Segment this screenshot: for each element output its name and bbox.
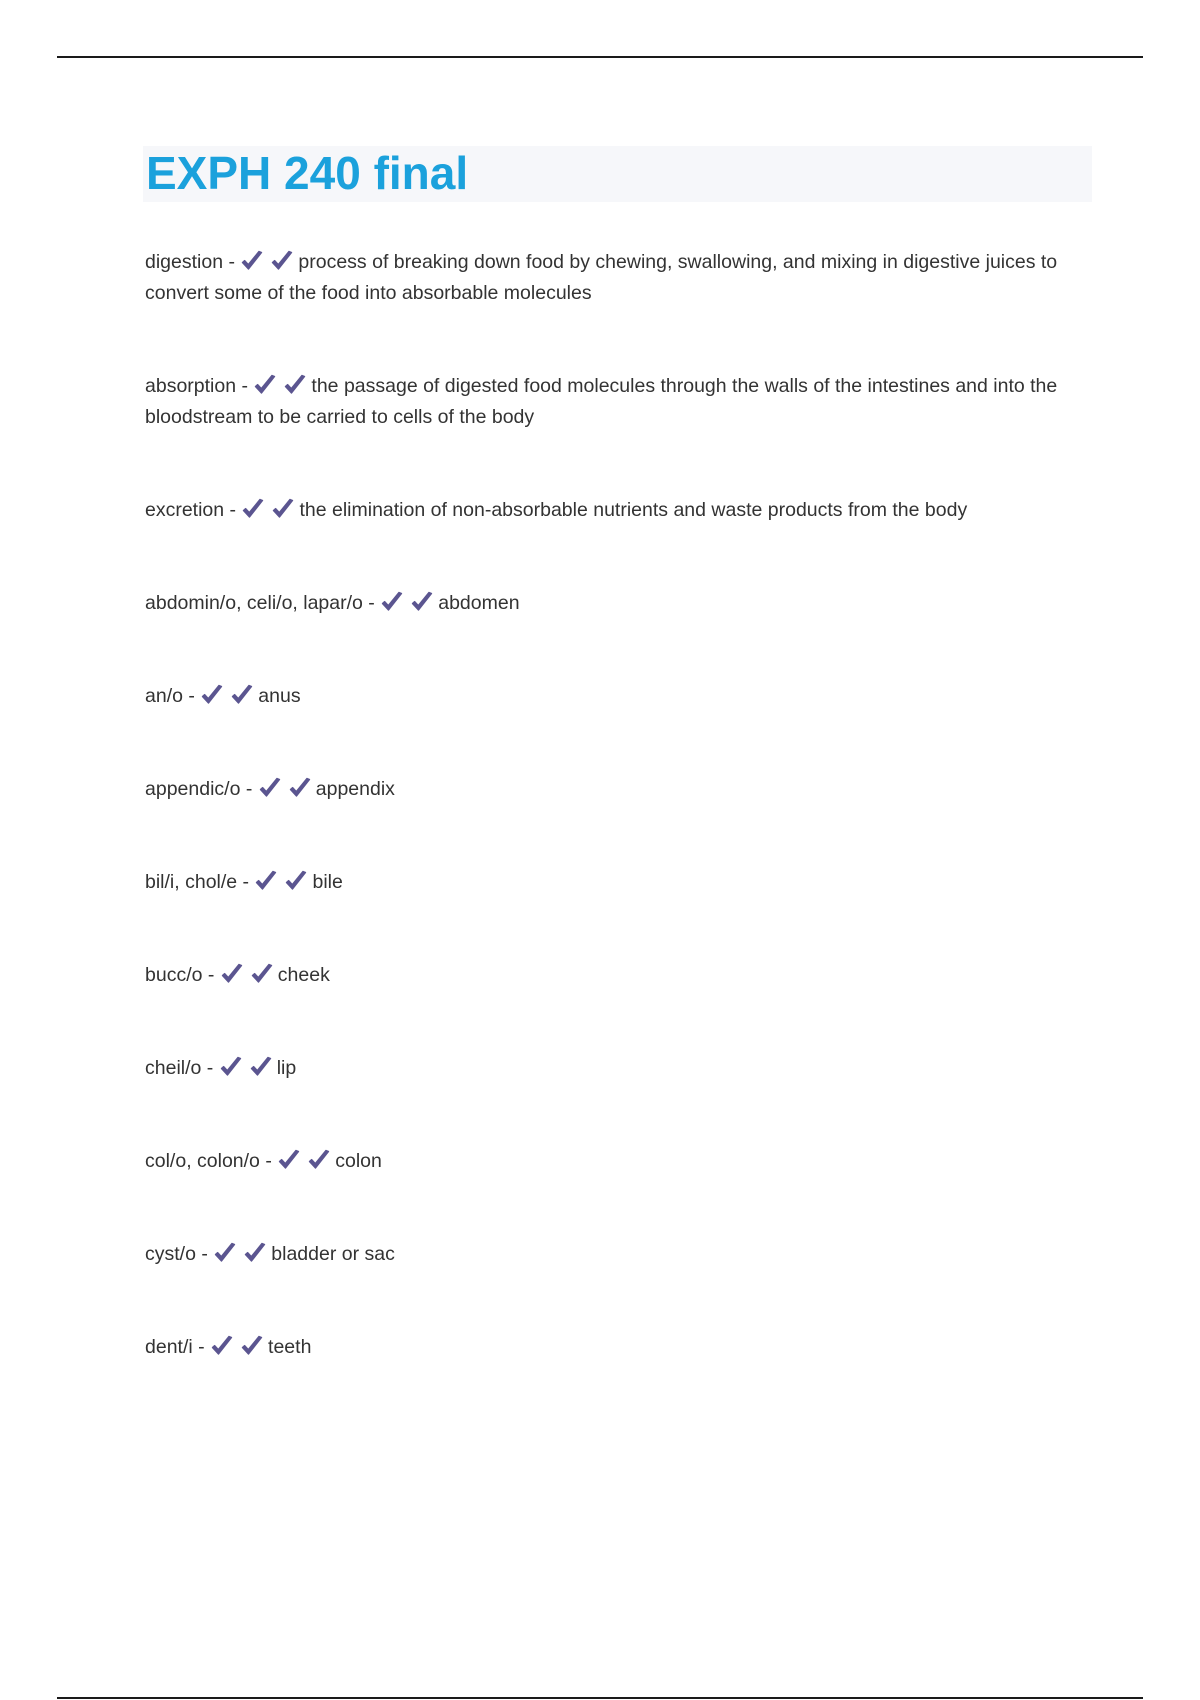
term-separator: - bbox=[240, 778, 258, 800]
checkmark-icon bbox=[220, 963, 244, 985]
checkmark-icon bbox=[210, 1335, 234, 1357]
checkmark-icon bbox=[254, 870, 278, 892]
flashcard-entry bbox=[145, 867, 1095, 898]
checkmark-icon bbox=[284, 870, 308, 892]
flashcard-entry bbox=[145, 588, 1095, 619]
entry-term: digestion bbox=[145, 251, 224, 273]
checkmark-icon bbox=[200, 684, 224, 706]
flashcard-entry bbox=[145, 774, 1095, 805]
checkmark-icon bbox=[230, 684, 254, 706]
flashcard-entry bbox=[145, 1332, 1095, 1363]
checkmark-icon bbox=[270, 250, 294, 272]
entry-term: bucc/o bbox=[145, 964, 203, 986]
flashcard-entry bbox=[145, 1053, 1095, 1084]
entry-term: appendic/o bbox=[145, 778, 241, 800]
checkmark-icon bbox=[288, 777, 312, 799]
term-separator: - bbox=[259, 1150, 278, 1172]
flashcard-entry bbox=[145, 1146, 1095, 1177]
entry-term: col/o, colon/o bbox=[145, 1150, 260, 1172]
entry-definition: the passage of digested food molecules through the walls of the intestines and into the bloodstream to be carried to cells of the body bbox=[145, 375, 1058, 428]
entry-definition: appendix bbox=[315, 778, 395, 800]
term-separator: - bbox=[201, 1057, 219, 1079]
checkmark-icon bbox=[219, 1056, 243, 1078]
checkmark-icon bbox=[243, 1242, 267, 1264]
entry-term: abdomin/o, celi/o, lapar/o bbox=[145, 592, 363, 614]
checkmark-icon bbox=[410, 591, 434, 613]
flashcard-entry bbox=[145, 371, 1095, 432]
term-separator: - bbox=[182, 685, 201, 707]
entry-definition: anus bbox=[258, 685, 301, 707]
term-separator: - bbox=[224, 499, 242, 521]
checkmark-icon bbox=[249, 1056, 273, 1078]
term-separator: - bbox=[202, 964, 220, 986]
checkmark-icon bbox=[240, 1335, 264, 1357]
flashcard-entry bbox=[145, 681, 1095, 712]
term-separator: - bbox=[362, 592, 381, 614]
flashcard-entry bbox=[145, 247, 1095, 308]
top-rule bbox=[57, 56, 1143, 58]
entry-term: excretion bbox=[145, 499, 225, 521]
entry-term: absorption bbox=[145, 375, 237, 397]
bottom-rule bbox=[57, 1697, 1143, 1699]
checkmark-icon bbox=[253, 374, 277, 396]
entry-term: bil/i, chol/e bbox=[145, 871, 238, 893]
term-separator: - bbox=[192, 1336, 211, 1358]
entry-term: cyst/o bbox=[145, 1243, 196, 1265]
checkmark-icon bbox=[277, 1149, 301, 1171]
checkmark-icon bbox=[283, 374, 307, 396]
entry-definition: bile bbox=[312, 871, 343, 893]
checkmark-icon bbox=[240, 250, 264, 272]
term-separator: - bbox=[236, 375, 254, 397]
term-separator: - bbox=[237, 871, 255, 893]
entry-term: an/o bbox=[145, 685, 183, 707]
entry-definition: lip bbox=[276, 1057, 297, 1079]
flashcard-entry bbox=[145, 495, 1095, 526]
entry-definition: process of breaking down food by chewing, swallowing, and mixing in digestive juices to convert some of the food into absorbable molecules bbox=[145, 251, 1058, 304]
checkmark-icon bbox=[213, 1242, 237, 1264]
checkmark-icon bbox=[380, 591, 404, 613]
document-title: EXPH 240 final bbox=[146, 147, 469, 199]
checkmark-icon bbox=[271, 498, 295, 520]
entry-definition: abdomen bbox=[438, 592, 520, 614]
checkmark-icon bbox=[258, 777, 282, 799]
entry-term: cheil/o bbox=[145, 1057, 202, 1079]
checkmark-icon bbox=[307, 1149, 331, 1171]
entry-definition: colon bbox=[335, 1150, 382, 1172]
entry-definition: cheek bbox=[277, 964, 330, 986]
checkmark-icon bbox=[241, 498, 265, 520]
entry-definition: teeth bbox=[268, 1336, 312, 1358]
flashcard-entry bbox=[145, 1239, 1095, 1270]
flashcard-entry bbox=[145, 960, 1095, 991]
term-separator: - bbox=[195, 1243, 214, 1265]
entry-definition: bladder or sac bbox=[271, 1243, 395, 1265]
term-separator: - bbox=[223, 251, 241, 273]
entry-definition: the elimination of non-absorbable nutrients and waste products from the body bbox=[299, 499, 968, 521]
checkmark-icon bbox=[250, 963, 274, 985]
entry-term: dent/i bbox=[145, 1336, 193, 1358]
